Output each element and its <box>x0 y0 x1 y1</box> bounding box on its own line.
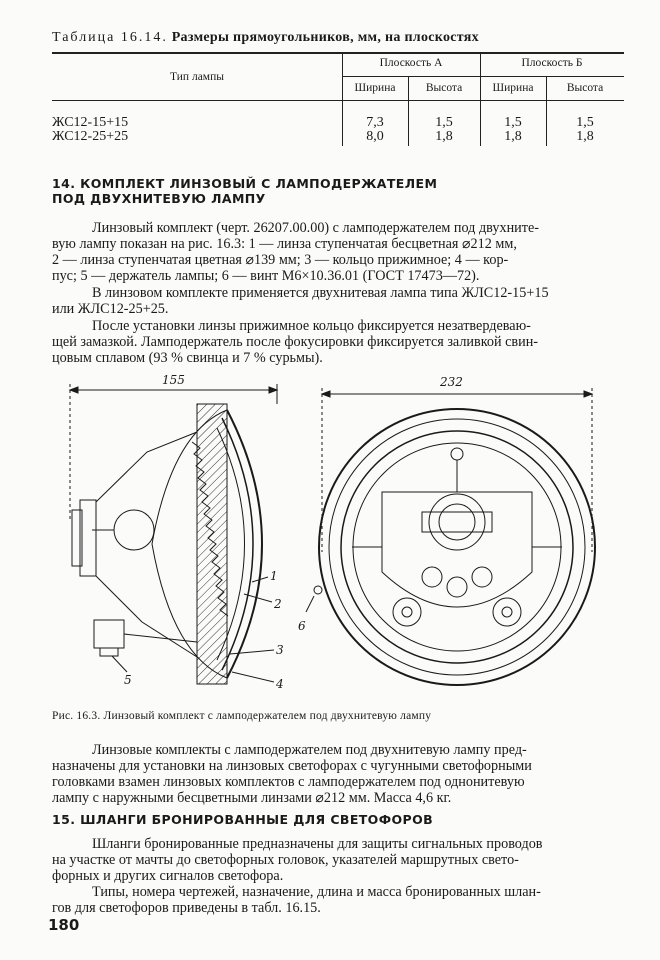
section-14-paragraph <box>52 285 620 317</box>
row-a-height: 1,8 <box>435 129 453 144</box>
dim-label-232: 232 <box>440 375 463 389</box>
row-lamp: ЖС12-25+25 <box>52 129 129 144</box>
section-15-paragraph <box>52 884 620 916</box>
page-number: 180 <box>48 916 80 934</box>
section-14-paragraph <box>52 220 620 284</box>
callout-1: 1 <box>270 569 278 583</box>
text-line: Линзовые комплекты с ламподержателем под двухнитевую лампу пред- <box>92 742 527 758</box>
section-14-heading-line: 14. КОМПЛЕКТ ЛИНЗОВЫЙ С ЛАМПОДЕРЖАТЕЛЕМ <box>52 176 438 191</box>
lens-assembly-drawing <box>52 372 624 702</box>
after-figure-paragraph <box>52 742 620 806</box>
text-line: Линзовый комплект (черт. 26207.00.00) с ламподержателем под двухните- <box>92 220 539 236</box>
section-15-heading: 15. ШЛАНГИ БРОНИРОВАННЫЕ ДЛЯ СВЕТОФОРОВ <box>52 812 434 827</box>
row-b-width: 1,8 <box>504 129 522 144</box>
header-b-width: Ширина <box>492 82 534 94</box>
text-line: Типы, номера чертежей, назначение, длина и масса бронированных шлан- <box>92 884 541 900</box>
text-line: Шланги бронированные предназначены для защиты сигнальных проводов <box>92 836 543 852</box>
row-a-height: 1,5 <box>435 115 453 130</box>
header-plane-a: Плоскость А <box>379 57 443 69</box>
text-line: вую лампу показан на рис. 16.3: 1 — линза ступенчатая бесцветная ⌀212 мм, <box>52 236 517 252</box>
row-a-width: 8,0 <box>366 129 384 144</box>
section-14-heading <box>52 176 437 206</box>
callout-6: 6 <box>298 619 306 633</box>
callout-5: 5 <box>124 673 132 687</box>
text-line: пус; 5 — держатель лампы; 6 — винт М6×10.36.01 (ГОСТ 17473—72). <box>52 268 480 284</box>
table-header-rule <box>52 100 624 101</box>
header-lamp-type: Тип лампы <box>170 71 224 83</box>
text-line: цовым сплавом (93 % свинца и 7 % сурьмы). <box>52 350 323 366</box>
callout-2: 2 <box>274 597 282 611</box>
header-a-height: Высота <box>425 82 463 94</box>
text-line: или ЖЛС12-25+25. <box>52 301 169 317</box>
row-b-height: 1,8 <box>576 129 594 144</box>
section-14-heading-line: ПОД ДВУХНИТЕВУЮ ЛАМПУ <box>52 191 266 206</box>
text-line: щей замазкой. Ламподержатель после фокусировки фиксируется заливкой свин- <box>52 334 539 350</box>
text-line: на участке от мачты до светофорных головок, указателей маршрутных свето- <box>52 852 519 868</box>
table-caption-title: Размеры прямоугольников, мм, на плоскостях <box>171 30 479 45</box>
row-b-width: 1,5 <box>504 115 522 130</box>
text-line: назначены для установки на линзовых светофорах с чугунными светофорными <box>52 758 532 774</box>
text-line: 2 — линза ступенчатая цветная ⌀139 мм; 3 — кольцо прижимное; 4 — кор- <box>52 252 509 268</box>
section-14-paragraph <box>52 318 620 366</box>
callout-4: 4 <box>276 677 284 691</box>
text-line: головками взамен линзовых комплектов с ламподержателем под однонитевую <box>52 774 525 790</box>
text-line: форных и других сигналов светофора. <box>52 868 284 884</box>
dim-label-155: 155 <box>162 373 185 387</box>
figure-caption: Рис. 16.3. Линзовый комплект с ламподержателем под двухнитевую лампу <box>52 710 432 722</box>
row-lamp: ЖС12-15+15 <box>52 115 129 130</box>
table-subheader-rule <box>342 76 624 77</box>
callout-3: 3 <box>276 643 284 657</box>
header-plane-b: Плоскость Б <box>521 57 583 69</box>
text-line: лампу с наружными бесцветными линзами ⌀212 мм. Масса 4,6 кг. <box>52 790 452 806</box>
table-caption <box>52 30 479 46</box>
header-a-width: Ширина <box>354 82 396 94</box>
text-line: В линзовом комплекте применяется двухнитевая лампа типа ЖЛС12-15+15 <box>92 285 549 301</box>
table-caption-lead: Таблица 16.14. <box>52 30 168 45</box>
text-line: гов для светофоров приведены в табл. 16.15. <box>52 900 321 916</box>
section-15-paragraph <box>52 836 620 884</box>
row-b-height: 1,5 <box>576 115 594 130</box>
header-b-height: Высота <box>566 82 604 94</box>
text-line: После установки линзы прижимное кольцо фиксируется незатвердеваю- <box>92 318 531 334</box>
table-top-rule <box>52 52 624 54</box>
row-a-width: 7,3 <box>366 115 384 130</box>
